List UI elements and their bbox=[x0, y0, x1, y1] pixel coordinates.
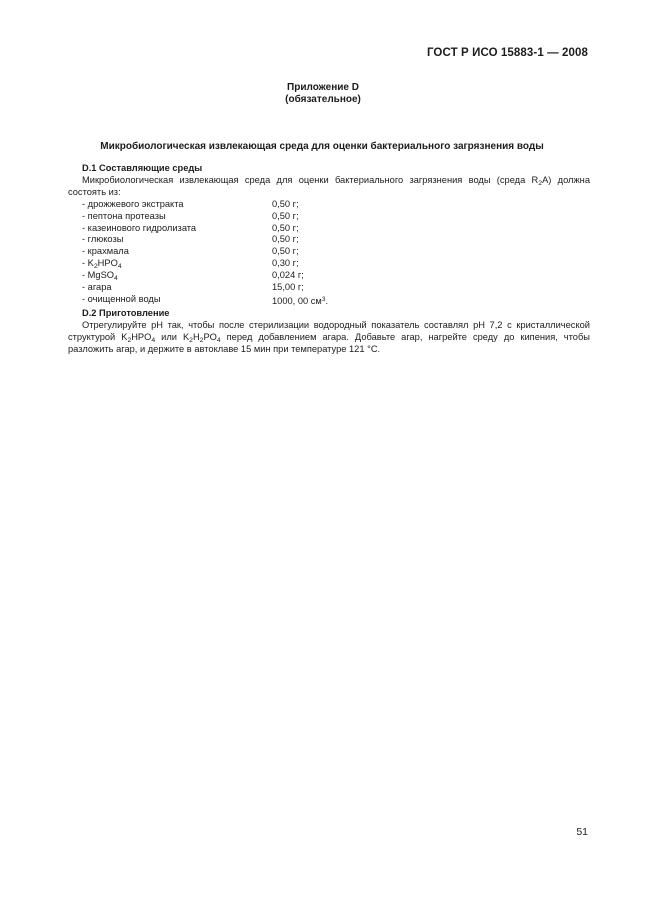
ingredient-name: - агара bbox=[82, 282, 112, 293]
text-run: PO bbox=[203, 331, 217, 342]
amount-value: 1000, 00 см bbox=[272, 295, 322, 306]
main-title: Микробиологическая извлекающая среда для оценки бактериального загрязнения воды bbox=[100, 141, 544, 152]
text-run: HPO bbox=[131, 331, 152, 342]
ingredient-row bbox=[68, 199, 590, 211]
ingredient-amount: 0,50 г; bbox=[272, 198, 299, 209]
ingredient-row bbox=[68, 211, 590, 223]
formula-subscript: 2 bbox=[93, 263, 98, 271]
text-run: Отрегулируйте pH так, чтобы после стерилизации водородный показатель составлял pH 7,2 с кристаллической структурой K bbox=[68, 319, 590, 342]
intro-text-end: A) должна состоять из: bbox=[68, 174, 590, 197]
formula-subscript: 4 bbox=[216, 336, 221, 344]
formula-subscript: 4 bbox=[114, 275, 118, 283]
ingredient-amount: 0,50 г; bbox=[272, 234, 299, 245]
intro-subscript: 2 bbox=[538, 179, 543, 187]
text-run: или K bbox=[155, 331, 190, 342]
ingredient-row bbox=[68, 282, 590, 294]
ingredient-row bbox=[68, 270, 590, 282]
amount-suffix: . bbox=[325, 295, 329, 306]
formula-subscript: 2 bbox=[189, 336, 193, 344]
formula-subscript: 2 bbox=[199, 336, 204, 344]
ingredient-row bbox=[68, 246, 590, 258]
ingredient-row bbox=[68, 258, 590, 270]
ingredient-amount: 0,50 г; bbox=[272, 246, 299, 257]
appendix-title: Приложение D bbox=[287, 82, 359, 93]
section-heading-d1: D.1 Составляющие среды bbox=[82, 163, 203, 173]
ingredient-name: - дрожжевого экстракта bbox=[82, 198, 184, 209]
ingredient-name bbox=[82, 258, 272, 270]
formula-part: - K bbox=[82, 258, 94, 269]
appendix-status: (обязательное) bbox=[285, 94, 361, 105]
ingredient-name: - крахмала bbox=[82, 246, 129, 257]
ingredient-amount: 0,30 г; bbox=[272, 258, 299, 269]
section-d1-intro bbox=[68, 175, 590, 199]
formula-part: HPO bbox=[97, 258, 118, 269]
formula-subscript: 4 bbox=[117, 263, 122, 271]
formula-subscript: 2 bbox=[127, 336, 132, 344]
ingredient-name: - очищенной воды bbox=[82, 293, 161, 304]
formula-part: - MgSO bbox=[82, 270, 115, 281]
ingredient-amount: 15,00 г; bbox=[272, 282, 304, 293]
section-d2-text bbox=[68, 320, 590, 356]
formula-subscript: 4 bbox=[151, 336, 156, 344]
text-run: H bbox=[192, 331, 200, 342]
ingredient-amount bbox=[272, 294, 328, 308]
ingredient-name: - глюкозы bbox=[82, 234, 124, 245]
ingredient-row bbox=[68, 234, 590, 246]
document-body bbox=[68, 163, 590, 356]
ingredient-amount: 0,50 г; bbox=[272, 210, 299, 221]
text-run: перед добавлением агара. Добавьте агар, нагрейте среду до кипения, чтобы разложить агар, и держите в автоклаве 15 мин при температуре 121 °С. bbox=[68, 331, 590, 354]
ingredient-name bbox=[82, 270, 272, 282]
document-code: ГОСТ Р ИСО 15883-1 — 2008 bbox=[426, 47, 588, 59]
ingredient-row bbox=[68, 294, 590, 308]
ingredient-amount: 0,024 г; bbox=[272, 270, 304, 281]
intro-text: Микробиологическая извлекающая среда для оценки бактериального загрязнения воды (среда R bbox=[82, 174, 539, 185]
section-heading-d2: D.2 Приготовление bbox=[82, 307, 170, 318]
amount-superscript: 3 bbox=[321, 295, 326, 303]
page-number: 51 bbox=[576, 826, 588, 838]
ingredient-row bbox=[68, 223, 590, 235]
ingredient-list bbox=[68, 199, 590, 308]
ingredient-name: - казеинового гидролизата bbox=[82, 222, 197, 233]
ingredient-amount: 0,50 г; bbox=[272, 222, 299, 233]
ingredient-name: - пептона протеазы bbox=[82, 210, 166, 221]
